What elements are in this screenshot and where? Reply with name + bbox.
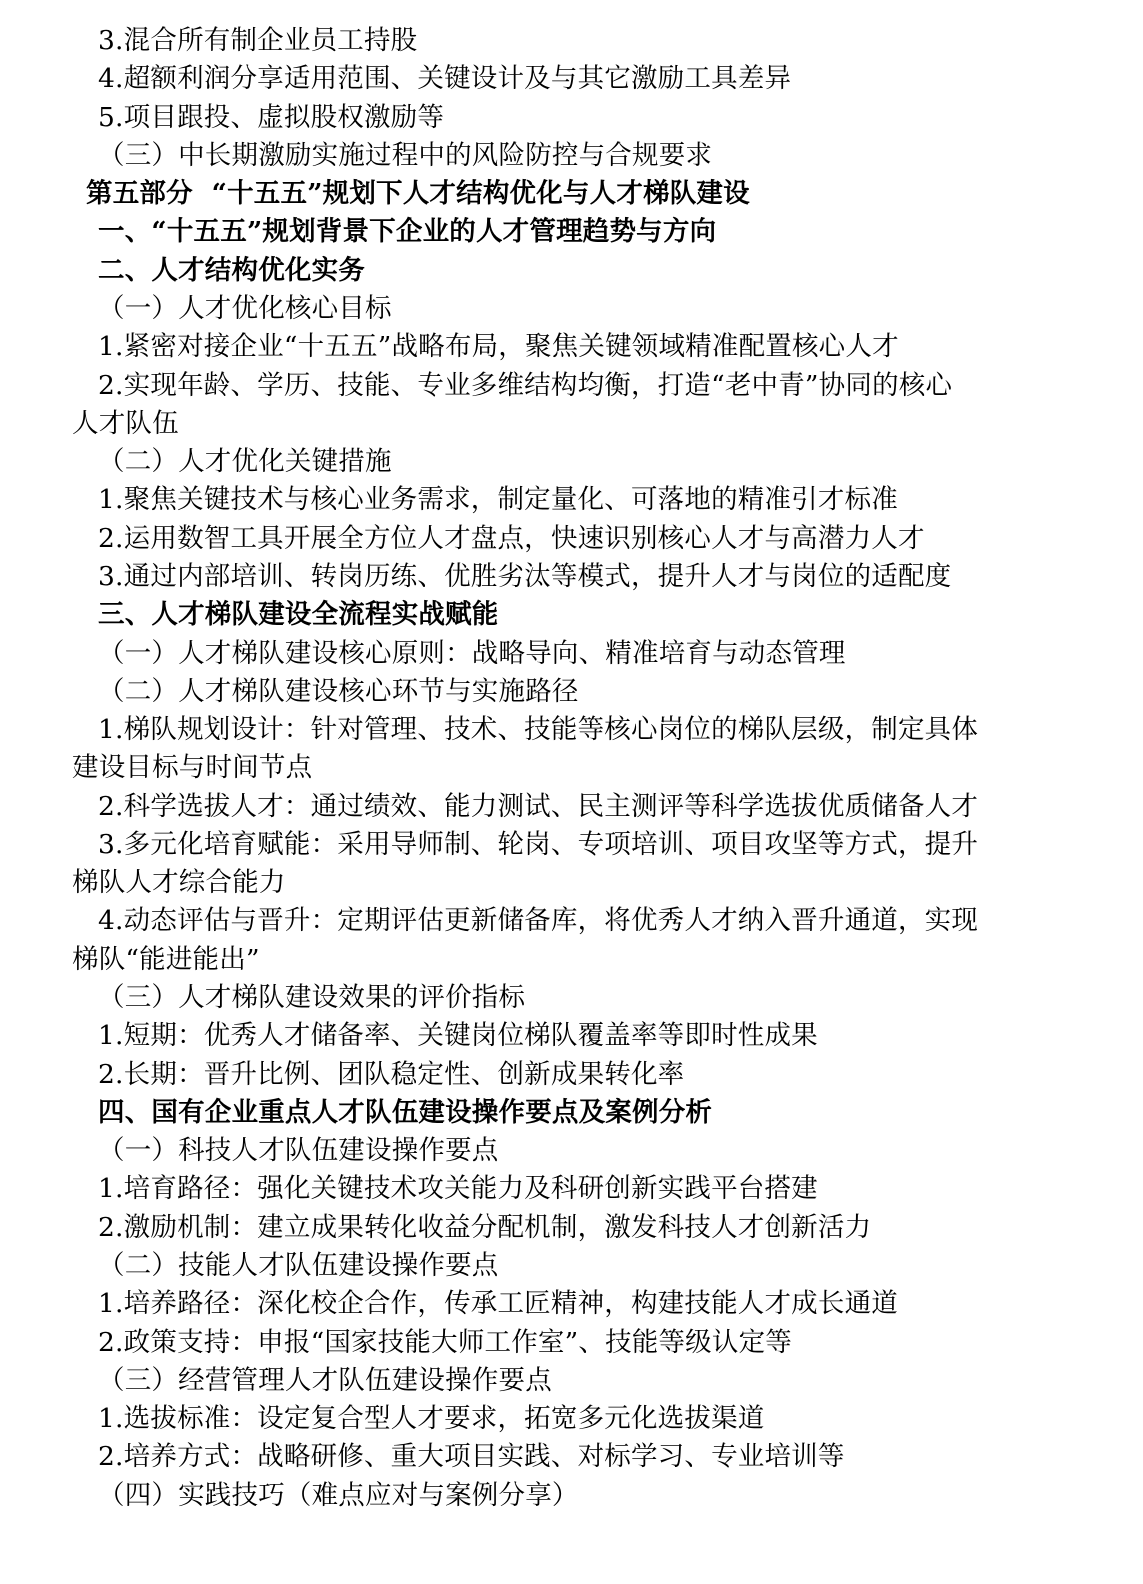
document-line: 1.选拔标准：设定复合型人才要求，拓宽多元化选拔渠道 <box>98 1403 765 1435</box>
document-line: 1.短期：优秀人才储备率、关键岗位梯队覆盖率等即时性成果 <box>98 1020 818 1052</box>
document-line: （二）人才优化关键措施 <box>98 446 392 478</box>
document-line: 人才队伍 <box>72 407 179 439</box>
document-line: 2.培养方式：战略研修、重大项目实践、对标学习、专业培训等 <box>98 1441 845 1473</box>
document-line: 1.聚焦关键技术与核心业务需求，制定量化、可落地的精准引才标准 <box>98 484 898 516</box>
document-line: 1.培养路径：深化校企合作，传承工匠精神，构建技能人才成长通道 <box>98 1288 898 1320</box>
document-line: 1.培育路径：强化关键技术攻关能力及科研创新实践平台搭建 <box>98 1173 818 1205</box>
document-line: 1.紧密对接企业“十五五”战略布局，聚焦关键领域精准配置核心人才 <box>98 331 899 363</box>
document-line: 2.激励机制：建立成果转化收益分配机制，激发科技人才创新活力 <box>98 1211 872 1243</box>
document-line: 4.超额利润分享适用范围、关键设计及与其它激励工具差异 <box>98 63 792 95</box>
document-line: 3.多元化培育赋能：采用导师制、轮岗、专项培训、项目攻坚等方式，提升 <box>98 828 979 860</box>
document-line: 梯队“能进能出” <box>72 943 260 975</box>
document-line: 2.实现年龄、学历、技能、专业多维结构均衡，打造“老中青”协同的核心 <box>98 369 953 401</box>
document-line: 2.长期：晋升比例、团队稳定性、创新成果转化率 <box>98 1058 685 1090</box>
document-line: 4.动态评估与晋升：定期评估更新储备库，将优秀人才纳入晋升通道，实现 <box>98 905 979 937</box>
document-line: 1.梯队规划设计：针对管理、技术、技能等核心岗位的梯队层级，制定具体 <box>98 714 979 746</box>
document-line: 建设目标与时间节点 <box>72 752 313 784</box>
document-line: （三）人才梯队建设效果的评价指标 <box>98 982 526 1014</box>
document-line: （一）人才优化核心目标 <box>98 292 392 324</box>
document-line: 3.通过内部培训、转岗历练、优胜劣汰等模式，提升人才与岗位的适配度 <box>98 560 952 592</box>
document-line: （四）实践技巧（难点应对与案例分享） <box>98 1479 579 1511</box>
document-line: 2.政策支持：申报“国家技能大师工作室”、技能等级认定等 <box>98 1326 792 1358</box>
document-line: 一、“十五五”规划背景下企业的人才管理趋势与方向 <box>98 216 717 248</box>
document-line: 3.混合所有制企业员工持股 <box>98 25 418 56</box>
document-line: 四、国有企业重点人才队伍建设操作要点及案例分析 <box>98 1096 713 1128</box>
document-line: （一）人才梯队建设核心原则：战略导向、精准培育与动态管理 <box>98 637 846 669</box>
document-line: （一）科技人才队伍建设操作要点 <box>98 1135 499 1167</box>
document-line: 2.运用数智工具开展全方位人才盘点，快速识别核心人才与高潜力人才 <box>98 522 925 554</box>
document-line: 三、人才梯队建设全流程实战赋能 <box>98 599 499 631</box>
document-text-body <box>72 22 1091 1515</box>
document-line: （二）技能人才队伍建设操作要点 <box>98 1250 499 1281</box>
document-line: 二、人才结构优化实务 <box>98 254 365 286</box>
document-line: （三）中长期激励实施过程中的风险防控与合规要求 <box>98 139 713 171</box>
document-line: 梯队人才综合能力 <box>72 867 286 899</box>
document-line: 2.科学选拔人才：通过绩效、能力测试、民主测评等科学选拔优质储备人才 <box>98 790 979 822</box>
document-line: （三）经营管理人才队伍建设操作要点 <box>98 1364 552 1396</box>
document-line: 第五部分 “十五五”规划下人才结构优化与人才梯队建设 <box>86 178 750 210</box>
document-line: （二）人才梯队建设核心环节与实施路径 <box>98 675 579 707</box>
document-line: 5.项目跟投、虚拟股权激励等 <box>98 101 445 133</box>
